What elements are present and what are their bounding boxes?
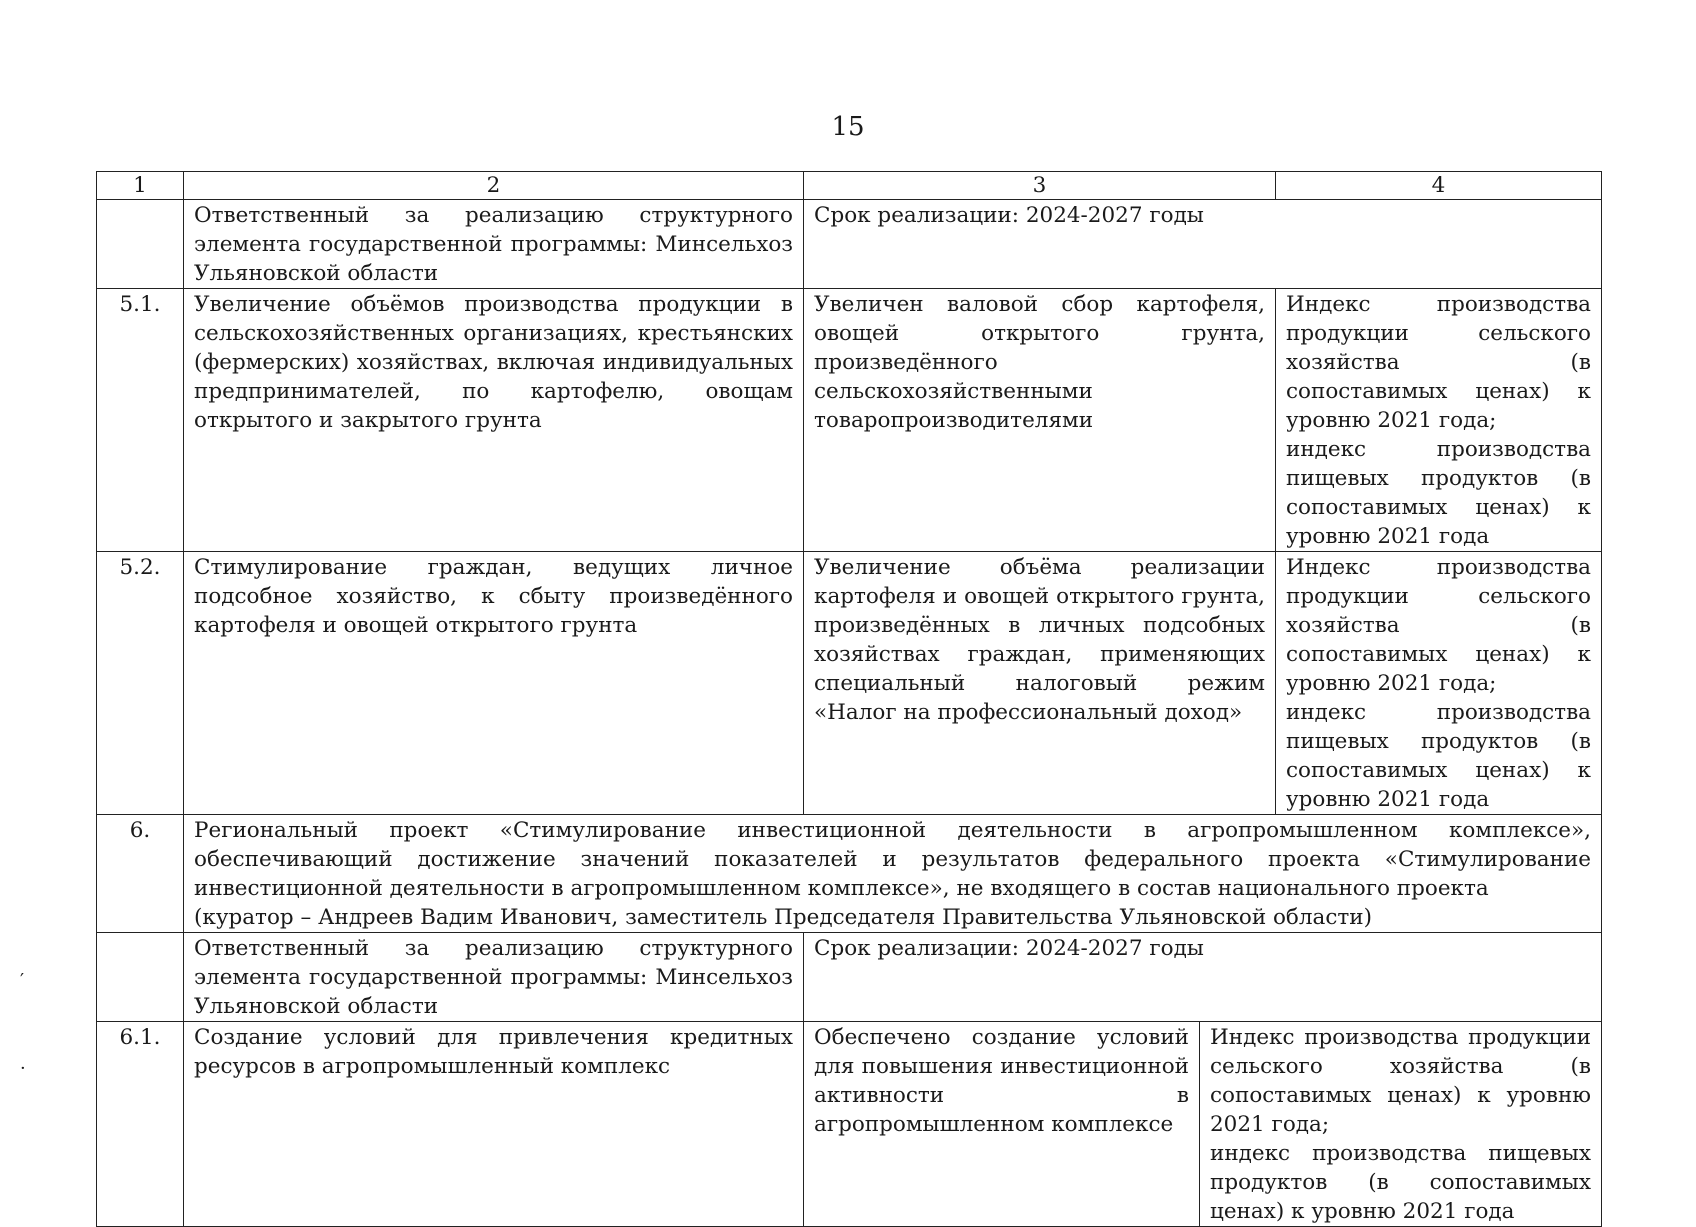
row-number: 6.	[97, 815, 184, 933]
responsible-cell: Ответственный за реализацию структурного элемента государственной программы: Минсельхоз Ульяновской области	[184, 200, 804, 289]
project-title: Региональный проект «Стимулирование инвестиционной деятельности в агропромышленном комплексе», обеспечивающий достижение значений показателей и результатов федерального проекта «Стимулирование инвестиционной деятельности в агропромышленном комплексе», не входящего в состав национального проекта	[194, 818, 1591, 901]
indicator-line: Индекс производства продукции сельского хозяйства (в сопоставимых ценах) к уровню 2021 года;	[1286, 555, 1591, 696]
column-header-3: 3	[804, 172, 1276, 200]
column-header-1: 1	[97, 172, 184, 200]
responsible-cell: Ответственный за реализацию структурного элемента государственной программы: Минсельхоз Ульяновской области	[184, 933, 804, 1022]
indicator-cell	[1200, 1022, 1602, 1227]
indicator-line: Индекс производства продукции сельского хозяйства (в сопоставимых ценах) к уровню 2021 года;	[1210, 1025, 1591, 1137]
project-row-6	[97, 815, 1602, 933]
empty-number-cell	[97, 933, 184, 1022]
scan-mark: ′	[20, 970, 25, 991]
row-number: 5.2.	[97, 552, 184, 815]
indicator-line: индекс производства пищевых продуктов (в сопоставимых ценах) к уровню 2021 года	[1286, 437, 1591, 549]
term-cell: Срок реализации: 2024-2027 годы	[804, 200, 1602, 289]
task-cell: Стимулирование граждан, ведущих личное подсобное хозяйство, к сбыту произведённого картофеля и овощей открытого грунта	[184, 552, 804, 815]
task-cell: Создание условий для привлечения кредитных ресурсов в агропромышленный комплекс	[184, 1022, 804, 1227]
table-row-6-1	[97, 1022, 1602, 1227]
effect-cell: Увеличение объёма реализации картофеля и овощей открытого грунта, произведённых в личных подсобных хозяйствах граждан, применяющих специальный налоговый режим «Налог на профессиональный доход»	[804, 552, 1276, 815]
responsible-row-6	[97, 933, 1602, 1022]
responsible-row-5	[97, 200, 1602, 289]
table-row-5-2	[97, 552, 1602, 815]
program-table	[96, 171, 1602, 1227]
effect-cell: Увеличен валовой сбор картофеля, овощей открытого грунта, произведённого сельскохозяйственными товаропроизводителями	[804, 289, 1276, 552]
scan-mark: ·	[20, 1058, 26, 1079]
indicator-cell	[1276, 552, 1602, 815]
term-cell: Срок реализации: 2024-2027 годы	[804, 933, 1602, 1022]
row-number: 5.1.	[97, 289, 184, 552]
indicator-line: индекс производства пищевых продуктов (в сопоставимых ценах) к уровню 2021 года	[1286, 700, 1591, 812]
project-cell	[184, 815, 1602, 933]
task-cell: Увеличение объёмов производства продукции в сельскохозяйственных организациях, крестьянских (фермерских) хозяйствах, включая индивидуальных предпринимателей, по картофелю, овощам открытого и закрытого грунта	[184, 289, 804, 552]
project-curator: (куратор – Андреев Вадим Иванович, заместитель Председателя Правительства Ульяновской области)	[194, 905, 1373, 930]
indicator-cell	[1276, 289, 1602, 552]
column-header-2: 2	[184, 172, 804, 200]
column-header-4: 4	[1276, 172, 1602, 200]
empty-number-cell	[97, 200, 184, 289]
table-header-row	[97, 172, 1602, 200]
effect-cell: Обеспечено создание условий для повышения инвестиционной активности в агропромышленном комплексе	[804, 1022, 1200, 1227]
table-row-5-1	[97, 289, 1602, 552]
indicator-line: Индекс производства продукции сельского хозяйства (в сопоставимых ценах) к уровню 2021 года;	[1286, 292, 1591, 433]
indicator-line: индекс производства пищевых продуктов (в сопоставимых ценах) к уровню 2021 года	[1210, 1141, 1591, 1224]
row-number: 6.1.	[97, 1022, 184, 1227]
page-number: 15	[831, 112, 865, 142]
